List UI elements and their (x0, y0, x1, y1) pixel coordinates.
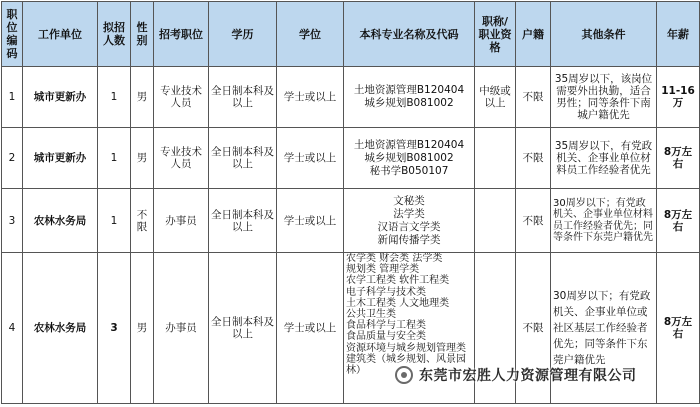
header-education: 学历 (209, 2, 277, 67)
cell-count: 1 (98, 128, 131, 189)
major-item: 农学工程类 软件工程类 (346, 275, 450, 287)
cell-salary: 8万左右 (657, 128, 700, 189)
major-item: 农学类 财会类 法学类 (346, 253, 443, 264)
header-salary: 年薪 (657, 2, 700, 67)
major-item: 建筑类（城乡规划、风景园林） (346, 353, 466, 377)
cell-other: 35周岁以下，该岗位需要外出执勤，适合男性；同等条件下南城户籍优先 (551, 67, 657, 128)
cell-unit: 城市更新办 (23, 67, 98, 128)
cell-education: 全日制本科及以上 (209, 189, 277, 253)
header-hukou: 户籍 (516, 2, 551, 67)
recruitment-table (1, 1, 700, 404)
major-item: 土地资源管理B120404 (353, 138, 465, 151)
header-title-qual: 职称/职业资格 (475, 2, 516, 67)
header-code: 职位编码 (2, 2, 23, 67)
cell-degree: 学士或以上 (277, 67, 344, 128)
major-item: 规划类 管理学类 (346, 264, 420, 276)
watermark (395, 365, 637, 385)
cell-code: 1 (2, 67, 23, 128)
major-item: 土地资源管理B120404 (353, 84, 465, 96)
cell-hukou: 不限 (516, 128, 551, 189)
major-item: 资源环境与城乡规划管理类 (346, 342, 466, 354)
major-item: 法学类 (393, 207, 425, 220)
cell-hukou: 不限 (516, 189, 551, 253)
cell-degree: 学士或以上 (277, 128, 344, 189)
header-degree: 学位 (277, 2, 344, 67)
cell-title-qual (475, 128, 516, 189)
cell-majors (344, 189, 475, 253)
cell-gender: 男 (131, 128, 154, 189)
cell-code: 2 (2, 128, 23, 189)
cell-salary: 8万左右 (657, 189, 700, 253)
cell-other: 30周岁以下；有党政机关、企事业单位材料员工作经验者优先；同等条件下东莞户籍优先 (551, 189, 657, 253)
cell-count: 3 (98, 253, 131, 404)
header-row (2, 2, 700, 67)
cell-majors (344, 128, 475, 189)
cell-other: 30周岁以下；有党政机关、企事业单位或社区基层工作经验者优先；同等条件下东莞户籍优先 (551, 253, 657, 404)
cell-position: 专业技术人员 (154, 67, 209, 128)
cell-salary: 11-16万 (657, 67, 700, 128)
header-gender: 性别 (131, 2, 154, 67)
major-item: 城乡规划B081002 (364, 151, 454, 164)
wechat-icon (395, 366, 413, 384)
cell-hukou: 不限 (516, 253, 551, 404)
cell-gender: 男 (131, 67, 154, 128)
cell-degree: 学士或以上 (277, 189, 344, 253)
cell-education: 全日制本科及以上 (209, 67, 277, 128)
cell-title-qual (475, 189, 516, 253)
header-unit: 工作单位 (23, 2, 98, 67)
header-majors: 本科专业名称及代码 (344, 2, 475, 67)
cell-count: 1 (98, 67, 131, 128)
major-item: 食品科学与工程类 (346, 320, 426, 332)
cell-other: 35周岁以下，有党政机关、企事业单位材料员工作经验者优先 (551, 128, 657, 189)
cell-title-qual: 中级或以上 (475, 67, 516, 128)
cell-degree: 学士或以上 (277, 253, 344, 404)
cell-unit: 农林水务局 (23, 189, 98, 253)
cell-position: 办事员 (154, 189, 209, 253)
cell-unit: 城市更新办 (23, 128, 98, 189)
cell-count: 1 (98, 189, 131, 253)
cell-gender: 男 (131, 253, 154, 404)
major-item: 土木工程类 人文地理类 (346, 297, 450, 309)
major-item: 城乡规划B081002 (364, 97, 454, 109)
major-item: 汉语言文学类 (377, 220, 441, 233)
cell-education: 全日制本科及以上 (209, 253, 277, 404)
cell-code: 4 (2, 253, 23, 404)
table-row (2, 189, 700, 253)
header-other: 其他条件 (551, 2, 657, 67)
cell-gender: 不限 (131, 189, 154, 253)
major-item: 电子科学与技术类 (346, 286, 426, 298)
header-count: 拟招人数 (98, 2, 131, 67)
table-row (2, 128, 700, 189)
table-row (2, 67, 700, 128)
major-item: 公共卫生类 (346, 309, 396, 321)
cell-position: 专业技术人员 (154, 128, 209, 189)
cell-hukou: 不限 (516, 67, 551, 128)
major-item: 文秘类 (393, 194, 425, 207)
cell-majors (344, 67, 475, 128)
watermark-text: 东莞市宏胜人力资源管理有限公司 (419, 368, 637, 384)
cell-code: 3 (2, 189, 23, 253)
cell-position: 办事员 (154, 253, 209, 404)
cell-unit: 农林水务局 (23, 253, 98, 404)
cell-education: 全日制本科及以上 (209, 128, 277, 189)
major-item: 秘书学B050107 (369, 164, 449, 177)
major-item: 食品质量与安全类 (346, 331, 426, 343)
cell-salary: 8万左右 (657, 253, 700, 404)
header-position: 招考职位 (154, 2, 209, 67)
major-item: 新闻传播学类 (377, 233, 441, 246)
